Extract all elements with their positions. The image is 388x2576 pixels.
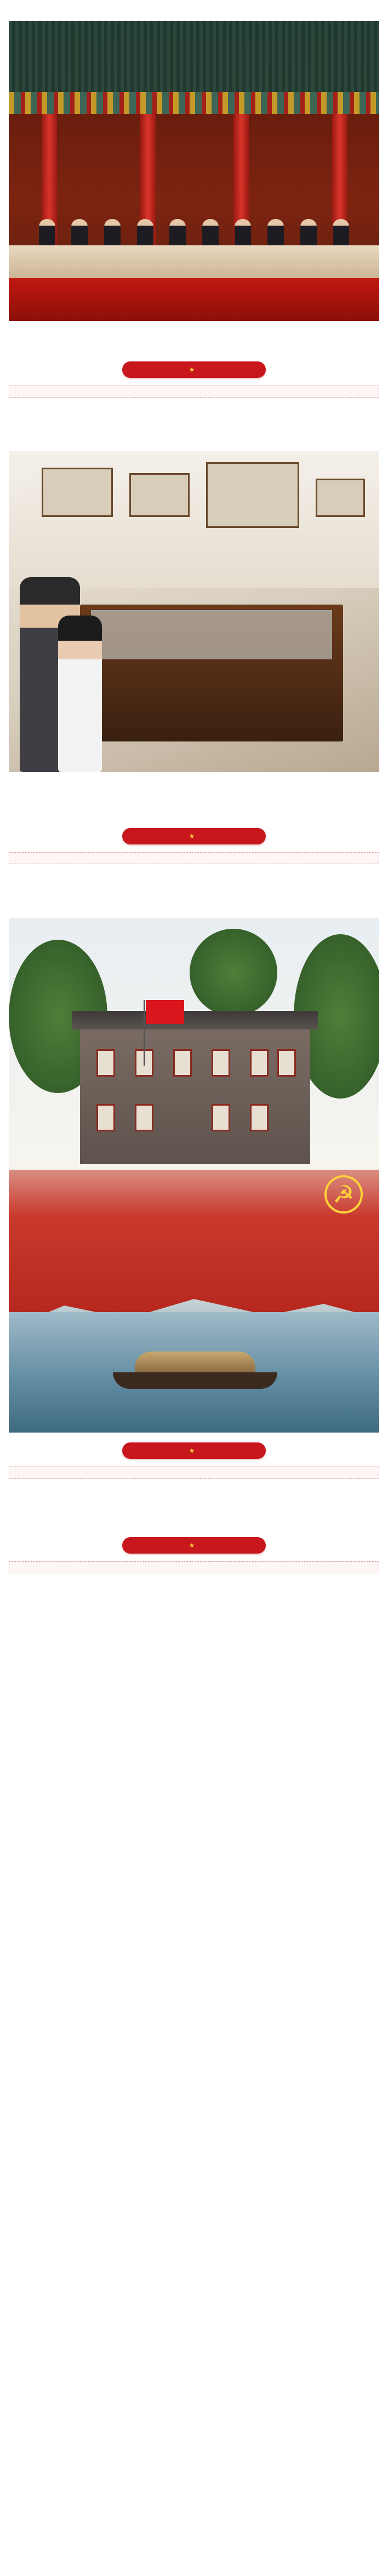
star-icon: ★ — [189, 1542, 196, 1549]
section-title-2 — [122, 828, 266, 844]
wall-frame — [42, 468, 113, 517]
visitor-figure — [58, 616, 102, 772]
photo1-caption — [9, 324, 379, 334]
body-paragraph — [9, 1596, 379, 1607]
rostrum-railing — [9, 245, 379, 278]
body-paragraph — [9, 902, 379, 913]
building-window — [173, 1049, 192, 1077]
quote-box-4 — [9, 1561, 379, 1573]
historic-building — [80, 1027, 310, 1164]
body-paragraph — [9, 405, 379, 416]
building-roof — [72, 1011, 318, 1030]
body-paragraph — [9, 1581, 379, 1591]
body-paragraph — [9, 1517, 379, 1527]
section-title-3 — [122, 1442, 266, 1459]
body-paragraph — [9, 792, 379, 803]
building-window — [250, 1049, 269, 1077]
rostrum-plaza — [9, 278, 379, 321]
intro-paragraph — [9, 5, 379, 16]
exhibition-photo — [9, 451, 379, 772]
red-flag — [146, 1000, 184, 1024]
body-paragraph — [9, 421, 379, 431]
body-paragraph — [9, 1612, 379, 1622]
person-figure — [104, 219, 121, 246]
tree-foliage — [190, 929, 277, 1016]
wall-frame — [129, 473, 190, 517]
person-figure — [202, 219, 219, 246]
building-window — [212, 1049, 230, 1077]
boat-cabin — [135, 1352, 255, 1373]
body-paragraph — [9, 808, 379, 818]
star-icon: ★ — [189, 832, 196, 840]
body-paragraph — [9, 887, 379, 898]
star-icon: ★ — [189, 1447, 196, 1454]
person-figure — [137, 219, 153, 246]
person-figure — [39, 219, 55, 246]
body-paragraph — [9, 436, 379, 446]
quote-box-2 — [9, 852, 379, 864]
section-title-4 — [122, 1537, 266, 1554]
person-figure — [71, 219, 88, 246]
building-window — [250, 1104, 269, 1131]
boat-hull — [113, 1372, 277, 1389]
party-emblem-icon: ☭ — [324, 1175, 363, 1214]
person-figure — [300, 219, 317, 246]
body-paragraph — [9, 1502, 379, 1512]
building-window — [96, 1104, 115, 1131]
rostrum-eaves — [9, 21, 379, 114]
star-icon: ★ — [189, 366, 196, 373]
display-glass — [91, 610, 332, 659]
spirit-poster — [9, 918, 379, 1433]
person-figure — [169, 219, 186, 246]
wall-frame — [316, 479, 365, 517]
person-figure — [267, 219, 284, 246]
poster-title — [9, 1153, 379, 1219]
red-boat — [113, 1350, 277, 1389]
person-figure — [235, 219, 251, 246]
building-window — [212, 1104, 230, 1131]
rostrum-people-row — [31, 218, 357, 246]
body-paragraph — [9, 1486, 379, 1497]
section-title-1 — [122, 361, 266, 378]
photo2-caption — [9, 775, 379, 785]
person-figure — [333, 219, 349, 246]
rostrum-photo — [9, 21, 379, 321]
footer-spacer — [9, 1642, 379, 1648]
quote-box-3 — [9, 1467, 379, 1479]
wall-frame — [206, 462, 299, 528]
building-window — [96, 1049, 115, 1077]
quote-box-1 — [9, 386, 379, 398]
building-window — [135, 1104, 153, 1131]
body-paragraph — [9, 1627, 379, 1637]
body-paragraph — [9, 341, 379, 352]
building-window — [277, 1049, 296, 1077]
body-paragraph — [9, 872, 379, 882]
